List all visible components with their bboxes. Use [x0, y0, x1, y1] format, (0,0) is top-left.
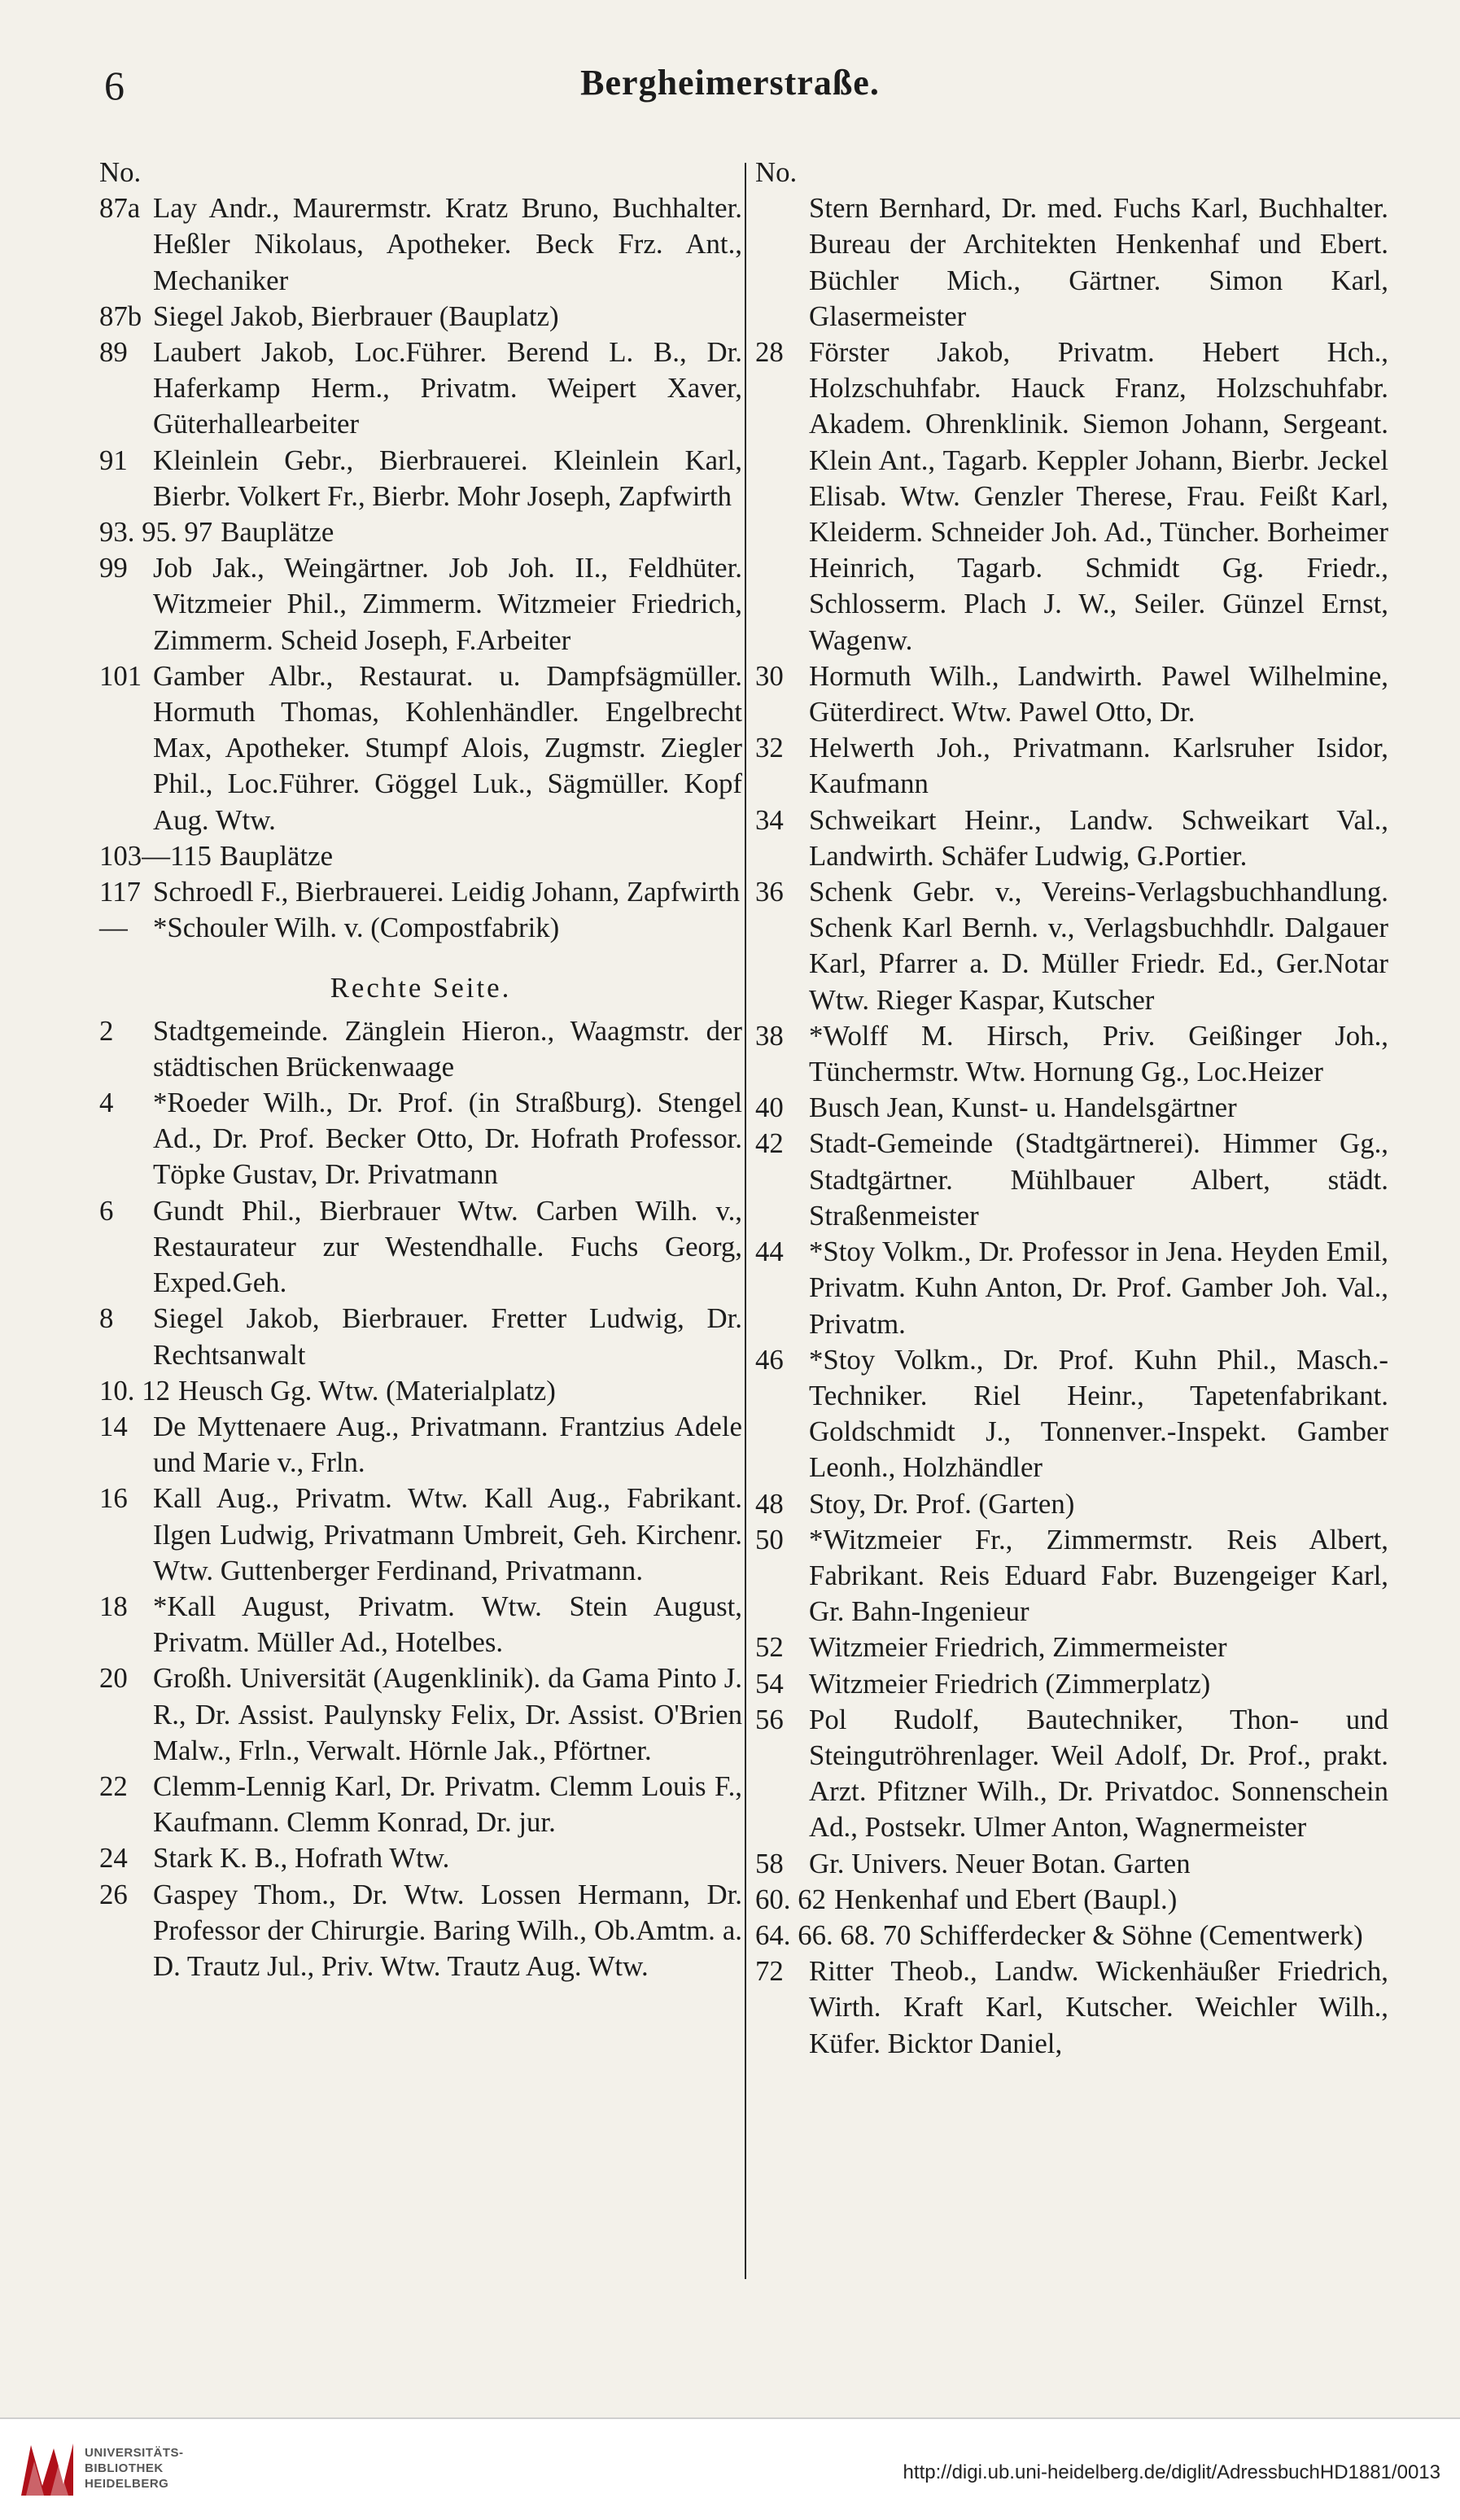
left-column	[99, 155, 742, 1984]
logo-text-line: UNIVERSITÄTS-	[85, 2446, 184, 2460]
house-number: 48	[755, 1487, 784, 1520]
house-number: 58	[755, 1847, 784, 1879]
entry-text: Förster Jakob, Privatm. Hebert Hch., Holzschuhfabr. Hauck Franz, Holzschuhfabr. Akadem. Ohrenklinik. Siemon Johann, Sergeant. Klein Ant., Tagarb. Keppler Johann, Bierbr. Jeckel Elisab. Wtw. Genzler Therese, Frau. Feißt Karl, Kleiderm. Schneider Joh. Ad., Tüncher. Borheimer Heinrich, Tagarb. Schmidt Gg. Friedr., Schlosserm. Plach J. W., Seiler. Günzel Ernst, Wagenw.	[809, 336, 1388, 656]
entry-text: Schroedl F., Bierbrauerei. Leidig Johann, Zapfwirth	[153, 876, 740, 908]
entry-text: Hormuth Wilh., Landwirth. Pawel Wilhelmine, Güterdirect. Wtw. Pawel Otto, Dr.	[809, 659, 1388, 728]
address-entry	[99, 190, 742, 299]
entry-text: Stadtgemeinde. Zänglein Hieron., Waagmstr. der städtischen Brückenwaage	[153, 1014, 742, 1083]
address-entry	[755, 803, 1388, 874]
entry-text: Gundt Phil., Bierbrauer Wtw. Carben Wilh. v., Restaurateur zur Westendhalle. Fuchs Georg, Exped.Geh.	[153, 1194, 742, 1299]
address-entry	[99, 299, 742, 335]
entry-text: *Kall August, Privatm. Wtw. Stein August, Privatm. Müller Ad., Hotelbes.	[153, 1590, 742, 1659]
entry-text: Siegel Jakob, Bierbrauer (Bauplatz)	[153, 300, 559, 332]
house-number: 91	[99, 444, 128, 476]
address-entry	[755, 1522, 1388, 1630]
entry-text: Stoy, Dr. Prof. (Garten)	[809, 1487, 1075, 1520]
entry-text: *Schouler Wilh. v. (Compostfabrik)	[153, 912, 560, 944]
entry-text: De Myttenaere Aug., Privatmann. Frantzius Adele und Marie v., Frln.	[153, 1410, 742, 1479]
address-entry	[755, 1953, 1388, 2062]
house-number: 44	[755, 1236, 784, 1268]
entry-text: Schifferdecker & Söhne (Cementwerk)	[919, 1918, 1363, 1951]
house-number: 99	[99, 552, 128, 584]
house-number: 8	[99, 1302, 114, 1335]
address-entry	[755, 1090, 1388, 1126]
house-number: 36	[755, 876, 784, 908]
address-entry	[755, 1666, 1388, 1702]
address-entry	[99, 550, 742, 658]
page-number: 6	[104, 63, 125, 108]
address-entry	[755, 1846, 1388, 1882]
address-entry	[755, 1018, 1388, 1090]
address-entry	[99, 335, 742, 443]
entry-text: Stadt-Gemeinde (Stadtgärtnerei). Himmer Gg., Stadtgärtner. Mühlbauer Albert, städt. Straßenmeister	[809, 1127, 1388, 1232]
entry-text: Witzmeier Friedrich, Zimmermeister	[809, 1631, 1227, 1664]
house-number: 22	[99, 1770, 128, 1802]
entry-text: Schenk Gebr. v., Vereins-Verlagsbuchhandlung. Schenk Karl Bernh. v., Verlagsbuchhdlr. Dalgauer Karl, Pfarrer a. D. Müller Friedr. Ed., Ger.Notar Wtw. Rieger Kaspar, Kutscher	[809, 876, 1388, 1016]
continuation-entry	[755, 190, 1388, 335]
house-number: 117	[99, 876, 141, 908]
address-entry	[99, 658, 742, 838]
house-number: 72	[755, 1955, 784, 1988]
address-entry	[99, 1373, 742, 1409]
entry-text: Bauplätze	[221, 516, 334, 549]
address-entry	[755, 1126, 1388, 1234]
address-entry	[755, 1486, 1388, 1522]
section-heading: Rechte Seite.	[330, 972, 512, 1004]
house-number: 38	[755, 1019, 784, 1052]
right-column	[755, 155, 1388, 2062]
entry-text: Busch Jean, Kunst- u. Handelsgärtner	[809, 1092, 1237, 1124]
running-head: Bergheimerstraße.	[580, 63, 880, 103]
house-number: 103—115	[99, 839, 212, 872]
address-entry	[755, 658, 1388, 730]
entry-text: Stern Bernhard, Dr. med. Fuchs Karl, Buchhalter. Bureau der Architekten Henkenhaf und Ebert. Büchler Mich., Gärtner. Simon Karl, Glasermeister	[809, 192, 1388, 332]
address-entry	[99, 1193, 742, 1302]
house-number: 56	[755, 1703, 784, 1735]
address-entry	[99, 1409, 742, 1481]
column-number-heading: No.	[755, 156, 798, 188]
address-entry	[99, 1840, 742, 1876]
entry-text: *Roeder Wilh., Dr. Prof. (in Straßburg). Stengel Ad., Dr. Prof. Becker Otto, Dr. Hofrath Professor. Töpke Gustav, Dr. Privatmann	[153, 1087, 742, 1191]
house-number: 18	[99, 1590, 128, 1622]
entry-text: Bauplätze	[219, 839, 334, 872]
entry-text: Henkenhaf und Ebert (Baupl.)	[834, 1883, 1178, 1915]
address-entry	[755, 1702, 1388, 1846]
address-entry	[99, 1301, 742, 1372]
house-number: 89	[99, 336, 128, 369]
address-entry	[99, 514, 742, 550]
entry-text: Pol Rudolf, Bautechniker, Thon- und Steingutröhrenlager. Weil Adolf, Dr. Prof., prakt. Arzt. Pfitzner Wilh., Dr. Privatdoc. Sonnenschein Ad., Postsekr. Ulmer Anton, Wagnermeister	[809, 1703, 1388, 1844]
logo-text-line: BIBLIOTHEK	[85, 2461, 164, 2475]
entry-text: *Stoy Volkm., Dr. Professor in Jena. Heyden Emil, Privatm. Kuhn Anton, Dr. Prof. Gamber Joh. Val., Privatm.	[809, 1236, 1388, 1340]
address-entry	[755, 874, 1388, 1018]
column-number-heading: No.	[99, 156, 142, 188]
entry-text: Stark K. B., Hofrath Wtw.	[153, 1842, 450, 1875]
entry-text: Gaspey Thom., Dr. Wtw. Lossen Hermann, Dr. Professor der Chirurgie. Baring Wilh., Ob.Amtm. a. D. Trautz Jul., Priv. Wtw. Trautz Aug. Wtw.	[153, 1878, 742, 1982]
house-number: 14	[99, 1410, 128, 1442]
entry-text: Witzmeier Friedrich (Zimmerplatz)	[809, 1667, 1211, 1700]
house-number: 32	[755, 732, 784, 764]
address-entry	[99, 910, 742, 946]
address-entry	[755, 1882, 1388, 1918]
address-entry	[755, 1342, 1388, 1486]
entry-text: Gr. Univers. Neuer Botan. Garten	[809, 1847, 1191, 1879]
entry-text: *Wolff M. Hirsch, Priv. Geißinger Joh., Tünchermstr. Wtw. Hornung Gg., Loc.Heizer	[809, 1019, 1388, 1088]
entry-text: Clemm-Lennig Karl, Dr. Privatm. Clemm Louis F., Kaufmann. Clemm Konrad, Dr. jur.	[153, 1770, 742, 1839]
address-entry	[99, 1481, 742, 1589]
house-number: 60. 62	[755, 1883, 826, 1915]
entry-text: *Stoy Volkm., Dr. Prof. Kuhn Phil., Masch.-Techniker. Riel Heinr., Tapetenfabrikant. Goldschmidt J., Tonnenver.-Inspekt. Gamber Leonh., Holzhändler	[809, 1343, 1388, 1484]
logo-text-line: HEIDELBERG	[85, 2477, 169, 2491]
house-number: 87a	[99, 192, 141, 225]
address-entry	[99, 1589, 742, 1660]
address-entry	[755, 335, 1388, 658]
house-number: 10. 12	[99, 1374, 170, 1407]
address-entry	[99, 443, 742, 514]
house-number: 20	[99, 1662, 128, 1695]
address-entry	[99, 838, 742, 874]
entry-text: Siegel Jakob, Bierbrauer. Fretter Ludwig, Dr. Rechtsanwalt	[153, 1302, 742, 1371]
address-entry	[99, 1085, 742, 1193]
house-number: 50	[755, 1523, 784, 1555]
address-entry	[755, 730, 1388, 802]
address-entry	[99, 1769, 742, 1840]
house-number: 16	[99, 1482, 128, 1515]
address-entry	[755, 1630, 1388, 1665]
entry-text: Ritter Theob., Landw. Wickenhäußer Friedrich, Wirth. Kraft Karl, Kutscher. Weichler Wilh., Küfer. Bicktor Daniel,	[809, 1955, 1388, 2059]
house-number: 6	[99, 1194, 114, 1227]
right-side-entries	[99, 1013, 742, 1984]
house-number: 46	[755, 1343, 784, 1376]
left-entries	[99, 190, 742, 946]
address-entry	[755, 1234, 1388, 1342]
house-number: 30	[755, 659, 784, 692]
address-entry	[99, 1877, 742, 1985]
house-number: 28	[755, 336, 784, 369]
entry-text: Helwerth Joh., Privatmann. Karlsruher Isidor, Kaufmann	[809, 732, 1388, 800]
entry-text: Lay Andr., Maurermstr. Kratz Bruno, Buchhalter. Heßler Nikolaus, Apotheker. Beck Frz. Ant., Mechaniker	[153, 192, 742, 296]
house-number: 52	[755, 1631, 784, 1664]
entry-text: Job Jak., Weingärtner. Job Joh. II., Feldhüter. Witzmeier Phil., Zimmerm. Witzmeier Friedrich, Zimmerm. Scheid Joseph, F.Arbeiter	[153, 552, 742, 656]
house-number: —	[99, 912, 128, 944]
entry-text: Schweikart Heinr., Landw. Schweikart Val., Landwirth. Schäfer Ludwig, G.Portier.	[809, 803, 1388, 872]
entry-text: Kleinlein Gebr., Bierbrauerei. Kleinlein Karl, Bierbr. Volkert Fr., Bierbr. Mohr Joseph, Zapfwirth	[153, 444, 742, 512]
house-number: 101	[99, 659, 142, 692]
entry-text: Großh. Universität (Augenklinik). da Gama Pinto J. R., Dr. Assist. Paulynsky Felix, Dr. Assist. O'Brien Malw., Frln., Verwalt. Hörnle Jak., Pförtner.	[153, 1662, 742, 1766]
footer	[0, 2419, 1460, 2520]
entry-text: *Witzmeier Fr., Zimmermstr. Reis Albert, Fabrikant. Reis Eduard Fabr. Buzengeiger Karl, Gr. Bahn-Ingenieur	[809, 1523, 1388, 1628]
entry-text: Kall Aug., Privatm. Wtw. Kall Aug., Fabrikant. Ilgen Ludwig, Privatmann Umbreit, Geh. Kirchenr. Wtw. Guttenberger Ferdinand, Privatmann.	[153, 1482, 742, 1586]
house-number: 54	[755, 1667, 784, 1700]
house-number: 64. 66. 68. 70	[755, 1918, 911, 1951]
right-entries	[755, 335, 1388, 2062]
address-entry	[99, 1660, 742, 1769]
house-number: 24	[99, 1842, 128, 1875]
house-number: 87b	[99, 300, 142, 332]
house-number: 34	[755, 803, 784, 836]
house-number: 4	[99, 1087, 114, 1119]
logo-text	[85, 2445, 184, 2492]
house-number: 42	[755, 1127, 784, 1160]
house-number: 93. 95. 97	[99, 516, 213, 549]
entry-text: Heusch Gg. Wtw. (Materialplatz)	[178, 1374, 556, 1407]
address-entry	[99, 1013, 742, 1085]
address-entry	[755, 1918, 1388, 1953]
address-entry	[99, 874, 742, 910]
entry-text: Gamber Albr., Restaurat. u. Dampfsägmüller. Hormuth Thomas, Kohlenhändler. Engelbrecht Max, Apotheker. Stumpf Alois, Zugmstr. Ziegler Phil., Loc.Führer. Göggel Luk., Sägmüller. Kopf Aug. Wtw.	[153, 659, 742, 836]
column-divider	[745, 163, 746, 2279]
university-library-logo-icon	[15, 2437, 80, 2502]
source-url-link[interactable]: http://digi.ub.uni-heidelberg.de/diglit/AdressbuchHD1881/0013	[903, 2461, 1440, 2483]
house-number: 26	[99, 1878, 128, 1910]
entry-text: Laubert Jakob, Loc.Führer. Berend L. B., Dr. Haferkamp Herm., Privatm. Weipert Xaver, Güterhallearbeiter	[153, 336, 742, 440]
house-number: 40	[755, 1092, 784, 1124]
house-number: 2	[99, 1014, 114, 1047]
